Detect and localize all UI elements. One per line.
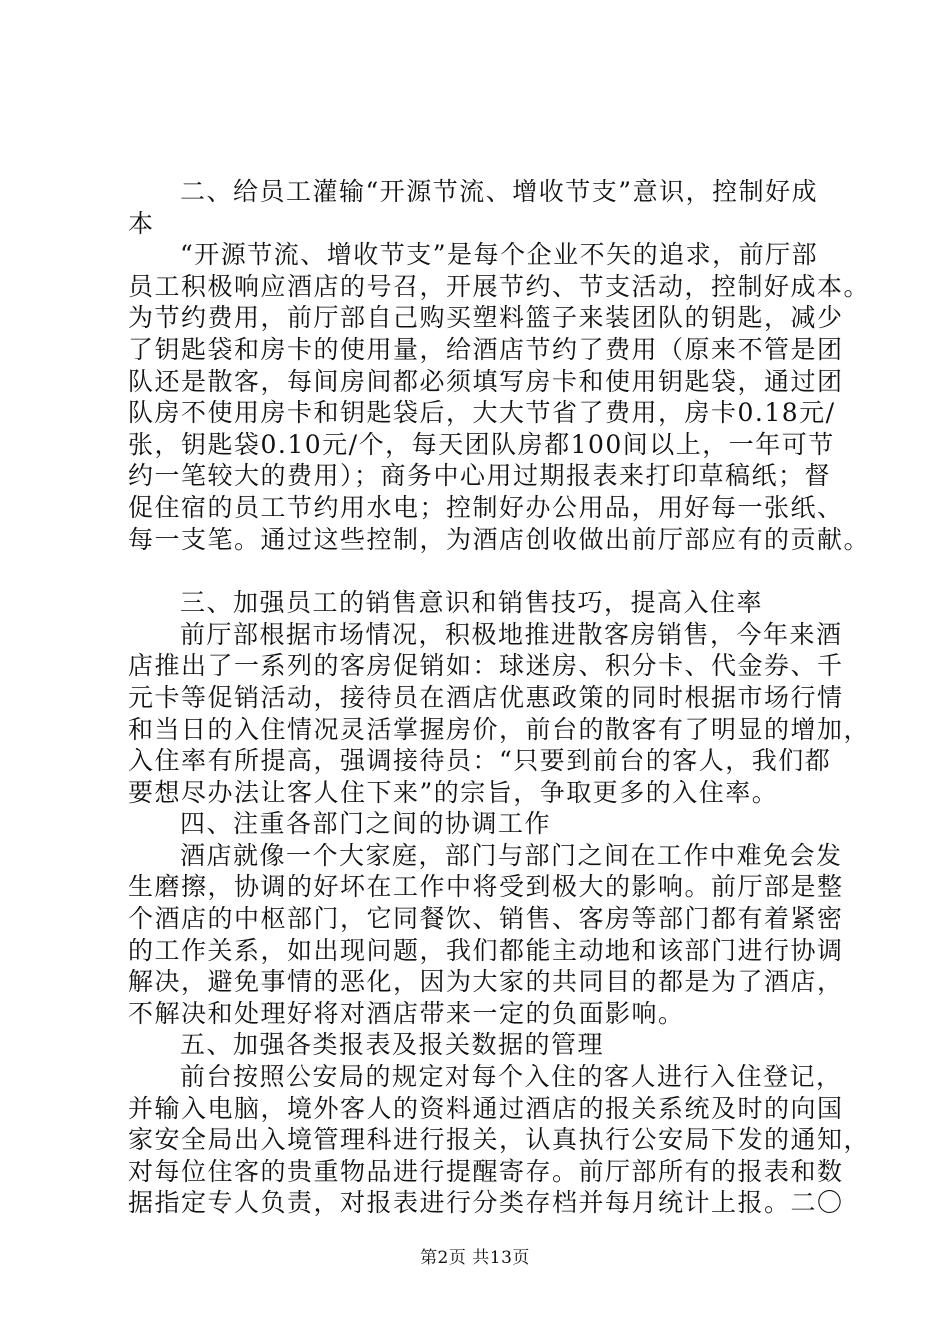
paragraph-line: 前台按照公安局的规定对每个入住的客人进行入住登记， — [180, 1062, 843, 1092]
section-3-heading: 三、加强员工的销售意识和销售技巧，提高入住率 — [180, 588, 764, 618]
section-2-heading-continued: 本 — [128, 208, 155, 238]
paragraph-line: 队房不使用房卡和钥匙袋后，大大节省了费用，房卡0.18元/ — [128, 398, 836, 428]
paragraph-line: 不解决和处理好将对酒店带来一定的负面影响。 — [128, 998, 685, 1028]
paragraph-line: 并输入电脑，境外客人的资料通过酒店的报关系统及时的向国 — [128, 1093, 844, 1123]
paragraph-line: “开源节流、增收节支”是每个企业不矢的追求，前厅部 — [180, 240, 819, 270]
paragraph-line: 入住率有所提高，强调接待员：“只要到前台的客人，我们都 — [128, 746, 832, 776]
paragraph-line: 要想尽办法让客人住下来”的宗旨，争取更多的入住率。 — [128, 777, 779, 807]
paragraph-line: 元卡等促销活动，接待员在酒店优惠政策的同时根据市场行情 — [128, 682, 844, 712]
paragraph-line: 了钥匙袋和房卡的使用量，给酒店节约了费用（原来不管是团 — [128, 334, 844, 364]
section-5 — [128, 1029, 871, 1219]
section-spacer — [128, 555, 828, 587]
paragraph-line: 和当日的入住情况灵活掌握房价，前台的散客有了明显的增加， — [128, 714, 871, 744]
section-4 — [128, 808, 844, 1029]
paragraph-line: 的工作关系，如出现问题，我们都能主动地和该部门进行协调 — [128, 935, 844, 965]
paragraph-line: 据指定专人负责，对报表进行分类存档并每月统计上报。二〇 — [128, 1188, 844, 1218]
paragraph-line: 家安全局出入境管理科进行报关，认真执行公安局下发的通知， — [128, 1125, 871, 1155]
paragraph-line: 员工积极响应酒店的号召，开展节约、节支活动，控制好成本。 — [128, 271, 871, 301]
section-5-heading: 五、加强各类报表及报关数据的管理 — [180, 1030, 605, 1060]
page-number-footer: 第2页 共13页 — [420, 1248, 530, 1268]
section-3 — [128, 587, 871, 808]
document-body — [128, 176, 871, 1219]
paragraph-line: 约一笔较大的费用）；商务中心用过期报表来打印草稿纸；督 — [128, 461, 832, 491]
paragraph-line: 队还是散客，每间房间都必须填写房卡和使用钥匙袋，通过团 — [128, 366, 844, 396]
paragraph-line: 前厅部根据市场情况，积极地推进散客房销售，今年来酒 — [180, 619, 843, 649]
section-4-heading: 四、注重各部门之间的协调工作 — [180, 809, 552, 839]
section-2 — [128, 176, 871, 555]
paragraph-line: 店推出了一系列的客房促销如：球迷房、积分卡、代金券、千 — [128, 651, 844, 681]
paragraph-line: 促住宿的员工节约用水电；控制好办公用品，用好每一张纸、 — [128, 492, 844, 522]
paragraph-line: 为节约费用，前厅部自己购买塑料篮子来装团队的钥匙，减少 — [128, 303, 844, 333]
paragraph-line: 解决，避免事情的恶化，因为大家的共同目的都是为了酒店， — [128, 967, 844, 997]
paragraph-line: 每一支笔。通过这些控制，为酒店创收做出前厅部应有的贡献。 — [128, 524, 871, 554]
paragraph-line: 生磨擦，协调的好坏在工作中将受到极大的影响。前厅部是整 — [128, 872, 844, 902]
paragraph-line: 个酒店的中枢部门，它同餐饮、销售、客房等部门都有着紧密 — [128, 904, 844, 934]
paragraph-line: 对每位住客的贵重物品进行提醒寄存。前厅部所有的报表和数 — [128, 1156, 844, 1186]
paragraph-line: 酒店就像一个大家庭，部门与部门之间在工作中难免会发 — [180, 840, 843, 870]
section-2-heading: 二、给员工灌输“开源节流、增收节支”意识，控制好成 — [180, 177, 819, 206]
paragraph-line: 张，钥匙袋0.10元/个，每天团队房都100间以上，一年可节 — [128, 429, 835, 459]
